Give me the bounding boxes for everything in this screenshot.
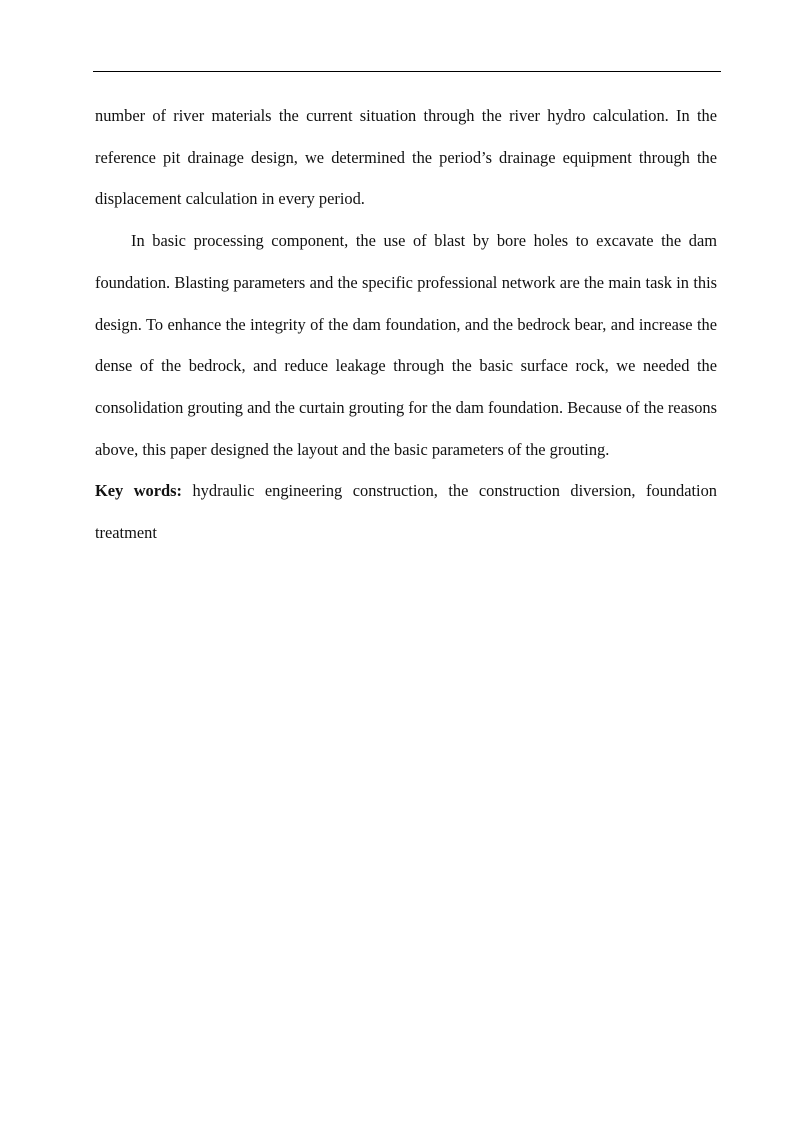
page-body	[95, 95, 717, 554]
keywords-text: hydraulic engineering construction, the construction diversion, foundation treatment	[95, 481, 717, 543]
abstract-paragraph-2: In basic processing component, the use of blast by bore holes to excavate the dam foundation. Blasting parameters and the specific professional network are the main task in this design. To enhance the integrity of the dam foundation, and the bedrock bear, and increase the dense of the bedrock, and reduce leakage through the basic surface rock, we needed the consolidation grouting and the curtain grouting for the dam foundation. Because of the reasons above, this paper designed the layout and the basic parameters of the grouting.	[95, 231, 717, 459]
header-rule	[93, 71, 721, 72]
abstract-paragraph-1: number of river materials the current situation through the river hydro calculation. In the reference pit drainage design, we determined the period’s drainage equipment through the displacement calculation in every period.	[95, 106, 717, 209]
keywords-label: Key words:	[95, 481, 182, 501]
keywords-paragraph	[95, 470, 717, 553]
